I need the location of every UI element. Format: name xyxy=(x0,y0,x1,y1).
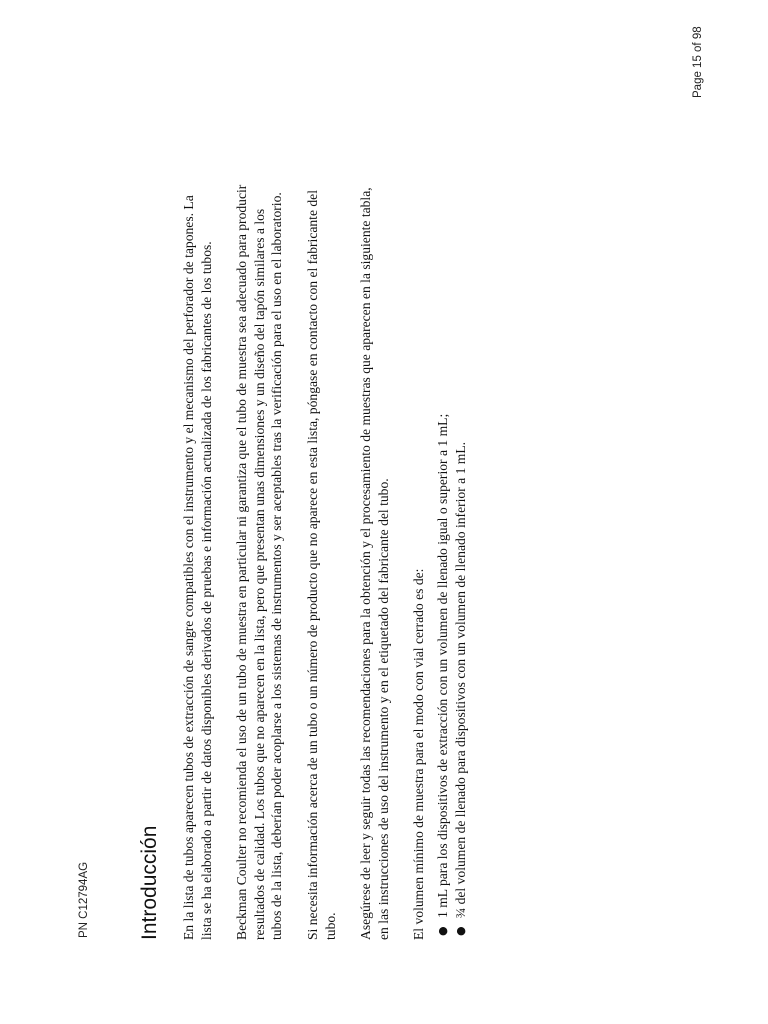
paragraph-disclaimer: Beckman Coulter no recomienda el uso de un tubo de muestra en particular ni garantiza que el tubo de muestra sea adecuado para producir resultados de calidad. Los tubos que no aparecen en la lista, pero que presentan unas dimensiones y un diseño del tapón similares a los tubos de la lista, deberían poder acoplarse a los sistemas de instrumentos y ser aceptables tras la verificación para el uso en el laboratorio. xyxy=(234,184,285,940)
paragraph-tube-list: En la lista de tubos aparecen tubos de extracción de sangre compatibles con el instrumento y el mecanismo del perforador de tapones. La lista se ha elaborado a partir de datos disponibles derivados de pruebas e información actualizada de los fabricantes de los tubos. xyxy=(181,195,214,940)
list-item xyxy=(434,180,452,936)
list-item xyxy=(452,180,470,936)
list-item-text: ¾ del volumen de llenado para dispositivos con un volumen de llenado inferior a 1 mL. xyxy=(452,441,468,918)
volume-list xyxy=(434,180,469,940)
paragraph-min-volume: El volumen mínimo de muestra para el modo con vial cerrado es de: xyxy=(411,568,427,940)
main-content xyxy=(138,180,469,940)
document-id: PN C12794AG xyxy=(78,861,90,938)
paragraph-contact: Si necesita información acerca de un tubo o un número de producto que no aparece en esta lista, póngase en contacto con el fabricante del tubo. xyxy=(304,190,338,940)
paragraph-recommendations: Asegúrese de leer y seguir todas las recomendaciones para la obtención y el procesamiento de muestras que aparecen en la siguiente tabla, en las instrucciones de uso del instrumento y en el etiquetado del fabricante del tubo. xyxy=(358,187,391,940)
section-title: Introducción xyxy=(138,825,161,940)
bullet-icon: ● xyxy=(453,926,467,936)
page-number: Page 15 of 98 xyxy=(692,26,704,98)
list-item-text: 1 mL para los dispositivos de extracción con un volumen de llenado igual o superior a 1 mL; xyxy=(434,413,450,918)
bullet-icon: ● xyxy=(435,926,449,936)
